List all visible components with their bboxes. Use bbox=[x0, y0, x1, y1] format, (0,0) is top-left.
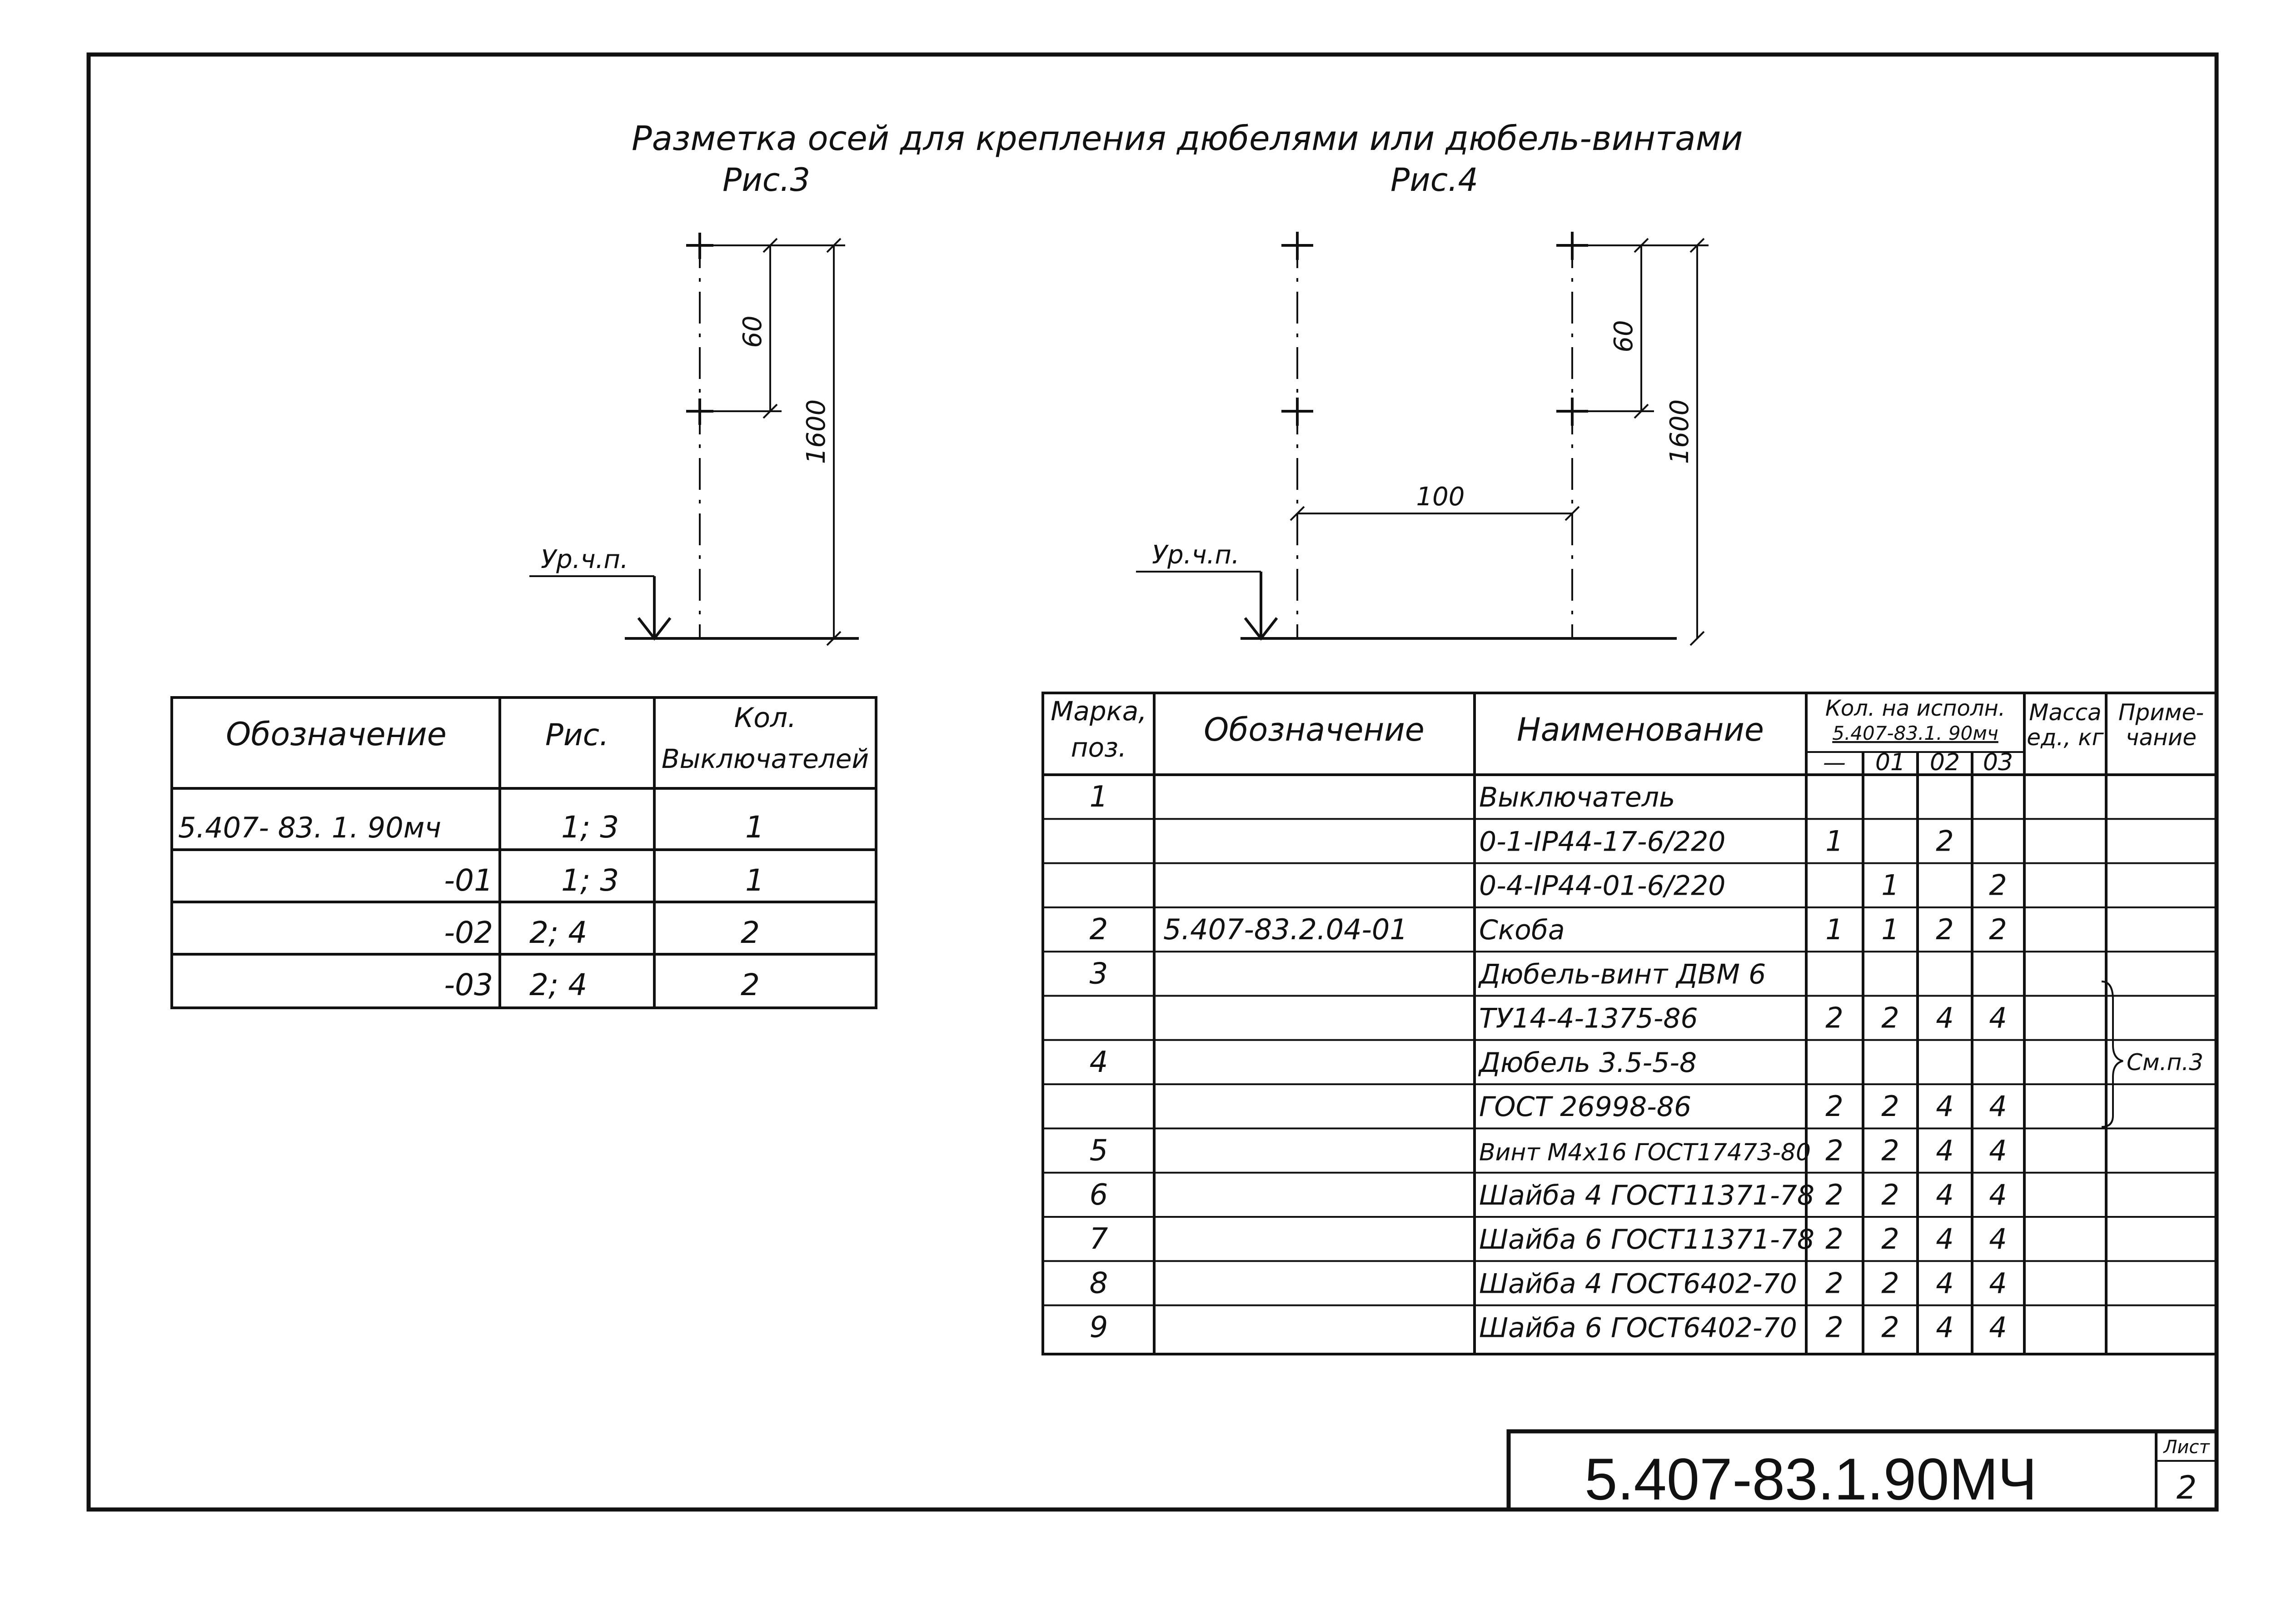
spec-header-variant: 01 bbox=[1875, 749, 1906, 776]
fig4-dim-width-label: 100 bbox=[1416, 482, 1465, 512]
spec-row-qty: 1 bbox=[1881, 868, 1899, 902]
spec-header-variant: 03 bbox=[1983, 749, 2013, 776]
spec-row-name: Винт М4х16 ГОСТ17473-80 bbox=[1479, 1139, 1811, 1166]
spec-header-qty-doc: 5.407-83.1. 90мч bbox=[1832, 722, 1998, 744]
spec-header-mark: Марка, bbox=[1051, 696, 1147, 727]
spec-row-qty: 4 bbox=[1936, 1001, 1954, 1035]
spec-row-qty: 2 bbox=[1881, 1222, 1899, 1256]
fig4-mark-right-top bbox=[1556, 232, 1588, 260]
spec-row-name: Выключатель bbox=[1479, 782, 1675, 814]
figure-4 bbox=[1136, 232, 1709, 645]
spec-row-name: Шайба 4 ГОСТ11371-78 bbox=[1479, 1179, 1815, 1211]
fig4-mark-right-bottom bbox=[1556, 398, 1588, 426]
spec-row-name: Шайба 6 ГОСТ6402-70 bbox=[1479, 1312, 1797, 1344]
spec-row-qty: 2 bbox=[1825, 1178, 1844, 1211]
spec-row-qty: 1 bbox=[1825, 912, 1844, 946]
spec-row-qty: 2 bbox=[1881, 1134, 1899, 1167]
spec-row-qty: 4 bbox=[1989, 1134, 2007, 1167]
spec-row-designation: 5.407-83.2.04-01 bbox=[1163, 912, 1408, 946]
spec-row-qty: 4 bbox=[1989, 1266, 2007, 1300]
spec-row-name: 0-4-IP44-01-6/220 bbox=[1479, 870, 1726, 902]
fig3-mark-top bbox=[686, 233, 713, 259]
spec-row bbox=[1479, 1090, 2007, 1123]
spec-note-text: См.п.3 bbox=[2127, 1049, 2203, 1076]
spec-header-variant: — bbox=[1823, 749, 1846, 776]
variants-row-qty: 2 bbox=[741, 915, 760, 950]
spec-table bbox=[1043, 693, 2217, 1354]
spec-row-name: ГОСТ 26998-86 bbox=[1479, 1091, 1692, 1123]
spec-row-pos: 5 bbox=[1089, 1134, 1108, 1168]
spec-row-name: Шайба 6 ГОСТ11371-78 bbox=[1479, 1224, 1815, 1256]
variants-row-qty: 2 bbox=[741, 967, 760, 1002]
variants-header-designation: Обозначение bbox=[226, 716, 447, 753]
page-title: Разметка осей для крепления дюбелями или дюбель-винтами bbox=[632, 119, 1743, 158]
spec-row-qty: 2 bbox=[1825, 1222, 1844, 1256]
spec-row-qty: 2 bbox=[1881, 1090, 1899, 1123]
spec-header-note: Приме- bbox=[2118, 699, 2204, 726]
spec-row-name: 0-1-IP44-17-6/220 bbox=[1479, 826, 1726, 858]
spec-row-qty: 4 bbox=[1989, 1090, 2007, 1123]
spec-row-qty: 4 bbox=[1936, 1266, 1954, 1300]
fig4-mark-left-bottom bbox=[1281, 398, 1313, 426]
fig3-dim-total-label: 1600 bbox=[802, 399, 831, 464]
spec-row-qty: 2 bbox=[1989, 868, 2007, 902]
spec-row-qty: 2 bbox=[1936, 824, 1954, 858]
spec-row-qty: 2 bbox=[1936, 912, 1954, 946]
spec-row bbox=[1090, 957, 1766, 991]
fig4-dim-total-label: 1600 bbox=[1665, 399, 1694, 464]
spec-header-mass-unit: ед., кг bbox=[2027, 724, 2104, 751]
variants-header-qty: Кол. bbox=[734, 702, 797, 734]
figure-3 bbox=[529, 233, 859, 645]
variants-row-designation: 5.407- 83. 1. 90мч bbox=[178, 811, 442, 844]
fig3-floor-label: Ур.ч.п. bbox=[541, 545, 628, 574]
spec-row-qty: 4 bbox=[1989, 1178, 2007, 1211]
spec-row-name: Шайба 4 ГОСТ6402-70 bbox=[1479, 1268, 1797, 1300]
spec-row bbox=[1090, 1311, 2007, 1345]
variants-row-qty: 1 bbox=[745, 863, 764, 898]
spec-row-qty: 2 bbox=[1881, 1178, 1899, 1211]
variants-row-designation: -01 bbox=[444, 863, 493, 898]
spec-row-name: Дюбель-винт ДВМ 6 bbox=[1479, 958, 1766, 991]
spec-row bbox=[1479, 869, 2007, 902]
spec-row-qty: 1 bbox=[1881, 912, 1899, 946]
sheet-label: Лист bbox=[2163, 1437, 2210, 1458]
variants-row-qty: 1 bbox=[745, 810, 764, 845]
spec-row-qty: 4 bbox=[1936, 1178, 1954, 1211]
fig4-mark-left-top bbox=[1281, 232, 1313, 260]
spec-row bbox=[1090, 1046, 1697, 1079]
spec-row-qty: 2 bbox=[1825, 1266, 1844, 1300]
spec-row bbox=[1479, 824, 1954, 857]
spec-row bbox=[1090, 780, 1675, 814]
spec-row-qty: 2 bbox=[1989, 912, 2007, 946]
spec-row-qty: 2 bbox=[1881, 1266, 1899, 1300]
spec-row-qty: 4 bbox=[1989, 1222, 2007, 1256]
spec-row bbox=[1090, 1178, 2007, 1212]
spec-header-pos: поз. bbox=[1071, 732, 1127, 763]
spec-row-qty: 4 bbox=[1989, 1310, 2007, 1344]
variants-row-designation: -02 bbox=[444, 915, 493, 950]
spec-row-name: Скоба bbox=[1479, 914, 1565, 946]
spec-header-qty: Кол. на исполн. bbox=[1825, 696, 2006, 721]
spec-row bbox=[1090, 1222, 2007, 1256]
fig4-floor-label: Ур.ч.п. bbox=[1152, 540, 1240, 570]
spec-header-name: Наименование bbox=[1517, 711, 1764, 748]
spec-row-qty: 4 bbox=[1936, 1134, 1954, 1167]
spec-row-pos: 8 bbox=[1089, 1266, 1108, 1300]
spec-row-qty: 2 bbox=[1881, 1310, 1899, 1344]
spec-row-qty: 2 bbox=[1825, 1134, 1844, 1167]
variants-table bbox=[172, 697, 876, 1008]
variants-header-switches: Выключателей bbox=[661, 743, 869, 774]
spec-row bbox=[1090, 1134, 2007, 1167]
spec-row-qty: 2 bbox=[1825, 1310, 1844, 1344]
fig3-dim-small-label: 60 bbox=[738, 315, 767, 348]
variants-row-fig: 2; 4 bbox=[529, 915, 588, 950]
spec-row-pos: 7 bbox=[1089, 1222, 1108, 1256]
spec-row bbox=[1090, 913, 2007, 947]
fig4-caption: Рис.4 bbox=[1390, 161, 1478, 199]
variants-header-fig: Рис. bbox=[545, 717, 609, 752]
spec-row bbox=[1090, 1266, 2007, 1300]
spec-row-qty: 4 bbox=[1936, 1222, 1954, 1256]
spec-row-qty: 2 bbox=[1881, 1001, 1899, 1035]
variants-row-designation: -03 bbox=[444, 967, 493, 1002]
title-block bbox=[1509, 1431, 2217, 1512]
spec-row-pos: 4 bbox=[1089, 1045, 1108, 1079]
spec-row-qty: 4 bbox=[1936, 1310, 1954, 1344]
spec-row-pos: 6 bbox=[1089, 1178, 1108, 1212]
spec-row-qty: 4 bbox=[1989, 1001, 2007, 1035]
spec-header-variant: 02 bbox=[1929, 749, 1960, 776]
variants-row-fig: 2; 4 bbox=[529, 967, 588, 1002]
spec-row-qty: 2 bbox=[1825, 1090, 1844, 1123]
spec-row-qty: 1 bbox=[1825, 824, 1844, 858]
fig3-mark-bottom bbox=[686, 399, 713, 425]
spec-row-qty: 4 bbox=[1936, 1090, 1954, 1123]
fig4-dim-small-label: 60 bbox=[1609, 320, 1639, 353]
sheet-number: 2 bbox=[2176, 1469, 2197, 1506]
spec-header-note-2: чание bbox=[2125, 724, 2197, 751]
spec-row-pos: 1 bbox=[1089, 780, 1108, 814]
spec-row-qty: 2 bbox=[1825, 1001, 1844, 1035]
spec-row bbox=[1479, 1001, 2007, 1035]
spec-row-pos: 9 bbox=[1089, 1310, 1108, 1345]
spec-row-pos: 3 bbox=[1089, 957, 1108, 991]
variants-row-fig: 1; 3 bbox=[561, 810, 619, 845]
spec-row-name: Дюбель 3.5-5-8 bbox=[1479, 1046, 1697, 1079]
fig3-caption: Рис.3 bbox=[722, 161, 810, 199]
spec-header-mass: Масса bbox=[2029, 699, 2102, 726]
spec-row-name: ТУ14-4-1375-86 bbox=[1479, 1002, 1698, 1035]
spec-row-pos: 2 bbox=[1089, 912, 1108, 947]
document-code: 5.407-83.1.90МЧ bbox=[1584, 1446, 2037, 1512]
variants-row-fig: 1; 3 bbox=[561, 863, 619, 898]
spec-header-designation: Обозначение bbox=[1204, 711, 1425, 748]
